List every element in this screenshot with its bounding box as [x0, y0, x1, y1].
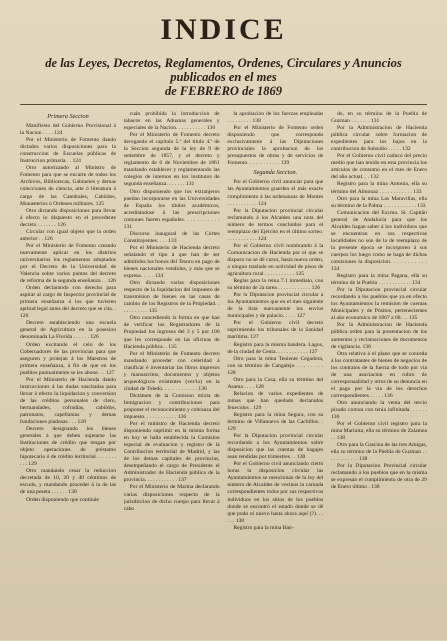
index-entry: Otro para la Casa, ella su término del Asama . . . . 128 — [227, 376, 324, 390]
index-entry: Por el Ministerio de Marina declarando varias disposiciones respecto de la jurisdiccion de dicho cuerpo para llevar á cabo — [123, 484, 220, 512]
index-entry: Orden disponiendo que continúe — [26, 496, 99, 503]
index-entry: Por el Ministerio de Fomento decreto derogando el capítulo 5.º del título 4.º de la Seccion segunda de la ley de 9 de setiembre de 1857, y el decreto y reglamento de 6 de Noviembre de 1861 mandando establecer y reglamentando las colegios de internos en los institutos de segunda enseñanza. . . . . . . 131 — [123, 132, 220, 188]
index-entry: Otro mandando cesar la reduccion decretada de 10, 20 y 40 céntimos de escudo, y mandando proceder á la de las de una peseta . . . . . . 130 — [20, 468, 116, 496]
index-entry: Por el Ministerio de Fomento dando dictados varios disposiciones para la construccion de Escuelas públicas de Instruccion primaria . . 124 — [20, 137, 116, 165]
index-entry: Por el Gobierno civil anunciando cierto horas la disposicion circular las Ayuntamientos se mencionan de la ley del número de Alcaldes de vecinos la carnada correspondientes todos por sus respectivos individuos en los sitios de los pueblos donde se encontró el estado donde se dé que pudo ni nuevo hasta ahora aquí (?). . . . . . 138 — [227, 461, 324, 524]
page-subtitle-date: de FEBRERO de 1869 — [164, 84, 283, 98]
index-entry: Por el ministro de Hacienda decreto disponiendo suprimir en la misma forma en hoy se halla establecida la Comision especial de evaluacion y registro de la Contribucion territorial de Madrid, y las de los demas capitales de provincias, desempeñando el cargo de Presidente el Administrador de Hacienda pública de la provincia. . . . . . . . . . . . 137 — [123, 421, 220, 484]
index-entry: Por el Ministerio de Hacienda decreto señalando el tipo á que han de ser admitidos los bonos del Tesoro en pago de bienes nacionales vendidos, y más que se expresa. . . . . 134 — [123, 244, 220, 280]
index-entry: Por el Gobierno civil anunciar para que las Ayuntamientos guarden el más exacto cumplimiento á las ordenanzas de Montes . . . . . . . . . . . 124 — [227, 179, 324, 207]
index-entry: Por la Administracion de Hacienda pública orden para la presentacion de los aumentos y reclamaciones de documentos de vigilancia. 136 — [330, 322, 427, 350]
section-heading: Segunda Seccion. — [253, 169, 298, 177]
index-entry: Manifiesto del Gobierno Provisional á la Nacion . . . . 124 — [20, 123, 116, 137]
index-entry: Decreto designando los bienes generales á que deben sujetarse las Instituciones de crédito que tengan por objeto operaciones de préstamo hipotecario ó de crédito territorial . . . . . . . . . . 129 — [20, 426, 116, 468]
index-entry: la aprobacion de los fuerzas empleadas . . . . . . . . . 138 — [227, 111, 324, 125]
page-title: INDICE — [160, 13, 287, 46]
index-entry: Registro para la misma bandera. Lagos, de la ciudad de Ceuta. . . . . . . . . . . . 127 — [227, 341, 324, 355]
index-entry: Por la Diputacion provincial circular recordando a los pueblos que ya en efecto los Ayuntamientos la remision de cuentas Municipales y de Pósitos, pertenecientes al año economico de 1867 a 68. . . 135 — [330, 287, 427, 322]
index-entry: Otro para la mina Teniente Cegadora, con su término de Cangalejo . . . . . . . . 128 — [227, 355, 324, 376]
page-subtitle: de las Leyes, Decretos, Reglamentos, Ordenes, Circulares y Anuncios publicados en el mes — [45, 56, 402, 84]
index-entry: Orden declarando con derecho para aspirar al cargo de Inspector provincial de primera enseñanza á los que tuvieren aptitud legal antes del decreto que se cita. . 126 — [20, 285, 116, 320]
index-entry: Otro dictando disposiciones para llevar á efecto lo dispuesto en el precedente decreto . . . . . . . 126 — [20, 207, 116, 228]
index-entry: Orden excitando el celo de los Gobernadores de las provincias para que aseguren y protejan á los Maestros de primera enseñanza, á fin de que en los pueblos puntualmente se les abone. . . 127 — [20, 341, 116, 376]
index-entry: Registro para la mina Antonia, ella su término del Almonaz . . . . . . . . . . . . 133 — [330, 181, 427, 195]
index-entry: Otro anunciando la venta del tercio pixado comun con tenia infinitada. . . . . . 136 — [330, 399, 427, 421]
index-columns — [20, 111, 427, 641]
index-entry: Por la Administracion de Hacienda pública circular sobre formacion de expedientes para los bajos en la contribucion de Subsidio . . . . . 132 — [330, 125, 427, 153]
index-column-1 — [20, 111, 116, 641]
index-entry: Reglas para la reina 7.1 inmediato, con su término de 2a tarea . . . . . . . . . . . . 126 — [227, 278, 324, 292]
index-entry: Por la Diputacion Provincial circular reclamando á los pueblos que en la misma se expresan el cumplimiento de otra de 29 de Enero último . 138 — [330, 463, 427, 491]
index-entry: Por el Ministerio de Fomento decreto mandando proceder con celeridad á clasificar é inventariar las libros impresos y manuscritos, documentos y objetos arqueológicos existentes (ver/lo) en la ciudad de Toledo. . . . . . . . . . . . . 136 — [123, 350, 220, 392]
index-entry: Por el Gobierno civil registro para la mina Marinita, ella su término de Zalamea . . 138 — [330, 421, 427, 442]
index-entry: Por la Diputacion provincial circular a los Ayuntamientos que en el mes siguiente de la lista nuevamente los envíos municipales y de palacio. . . . . 127 — [227, 292, 324, 320]
header-divider — [20, 104, 427, 105]
index-entry: Por la Diputacion provincial circular recordando a los Ayuntamientos sobre disposicion que las cuentas de bagajes sean rendidas por trimestres . . 130 — [227, 433, 324, 461]
index-entry: Por el Gobierno civil decreto suprimiendo los tribunales de la Sanidad marítima. 127 — [227, 320, 324, 341]
index-entry: Otro para la Gascina de las tres Amigas, ella su término de la Puebla de Guzman . . . . . . . . . . . . 138 — [330, 442, 427, 463]
index-entry: Por el Ministerio de Fomento orden disponiendo que correspondo exclusivamente á las Diputaciones provinciales la aprobacion de los presupuestos de obras y de servicios de Fomento. . . . . . . . . . . . 139 — [227, 125, 324, 167]
index-entry: Discurso inaugural de las Córtes Constituyentes. . . . 133 — [123, 230, 220, 244]
index-entry: Dictámen de la Comision mixta de Inmigracion y contribuciones para proponer el reconocimiento y cobranza del impuesto. . . . . . . . . . . . 136 — [123, 392, 220, 421]
index-column-2 — [124, 111, 220, 641]
index-entry: Por el Gobierno civil caducó del precio medio que han tenido en esta provincia los artículos de consumo en el mes de Enero del año actual. . . 132 — [330, 153, 427, 181]
index-entry: Otro concediendo la forma en que han de verificar los Registradores de la Propiedad los ingresos del 3 y 5 por 100 que les corresponde en las oficinas de Hacienda pública. . 135 — [123, 315, 220, 350]
index-entry: Otro dictando varias disposiciones respecto de la liquidacion del impuesto de transmision de bienes en las casas de cambio de los Registros de la Propiedad. . . . . . . . . . . 135 — [123, 280, 220, 315]
index-entry: Registro para la mina Segura, con su término de Villanueva de las Cachillos. . 129 — [227, 411, 324, 433]
index-entry: Otro disponiendo que los extranjeros puedan incorporarse en las Universidades de España los títulos académicos, acreditándose á las prescripciones comunes fueren españoles. . . . . . . . . . . 131 — [123, 188, 220, 230]
section-heading: Primera Seccion — [47, 113, 89, 120]
index-entry: cuán prohibida la introduccion de tabacos en las Aduanas generales y especiales de la Nacion. . . . . . . . . . . 130 — [123, 111, 220, 132]
index-entry: Registro para la mina Ban- — [233, 524, 294, 531]
index-entry: Otro autorizando al Ministro de Fomento para que se encarte de todos los Archivos, Bibliotecas, Gabinetes y demas colecciones de ciencia, arte ó literatura á cargo de las Catedrales, Cabildos, Monasterios ú Ordenes militares. 125 — [20, 165, 116, 207]
index-entry: Circular con igual objeto que la orden anterior . . 126 — [20, 228, 116, 242]
index-entry: Otro para la mina Las Maravillas, ella su término de la Palma . . . . . . . . . . . . 133 — [330, 195, 427, 209]
index-entry: Por el Gobierno civil nombrando á la Comunicacion de Hacienda por el que se dispuso no se dé curso, hasta nueva orden, a ningun traslado en actividad de pisos de agricultura rural . . . . . . . . . . . 125 — [227, 242, 324, 278]
index-column-4 — [331, 111, 427, 641]
index-entry: Registro para la mina Pagana, ella su término de la Puebla . . . . . . . . . . . . 134 — [330, 273, 427, 287]
index-column-3 — [227, 111, 323, 641]
index-entry: Por la Diputacion provincial circular reclamando á los Alcaldes una nota del número de termos concluidos para el reemplazo del Ejército en el último sorteo. . . . . . . . . . . . 124 — [227, 207, 324, 242]
index-entry: Por el Ministerio de Hacienda dando instrucciones á las dudas suscitadas para llevar á efecto la liquidacion y conversion de las créditos personales de clero, hermandades, cofradías, cabildos, patronatos, capellanías y demas fundaciones piadosas . . . 128 — [20, 376, 116, 426]
index-entry: Relacion de varios expedientes de minas que han quedado declarados fenecidos . 129 — [227, 390, 324, 411]
index-entry: do, en su término de la Puebla de Guzman . . . . . . . 131 — [330, 111, 427, 125]
index-entry: Comunicacion del Excmo. Sr. Capitán general de Andalucía para que los Alcaldes hagan saber á los individuos que se encuentran en sus respectivas localidades no son de la de reemplazo de la presente época se incorporen á sus cuerpos los luego como se haga de dichas comisiones la disposicion. . . . . . . . . . . 134 — [330, 209, 427, 273]
index-entry: Otra relativa á el plano que se conceda á los contratantes de bienes de negocios de los contratos de la fuerza de todo por via de una asociacion en rubro de corresponsalidad y otros de su denuncia en el pago por la via de los derechos correspondientes . . . . . 136 — [330, 350, 427, 399]
index-entry: Decreto estableciendo una escuela general de Agricultura en la posesion denominada La Florida . . . . . . 126 — [20, 320, 116, 341]
index-entry: Por el Ministerio de Fomento creando nuevamente aplicar en los distritos universitarios los reglamentos adoptados por el Decreto de la Universidad de Valencia sobre varios puntos del decreto de reforma de la segunda enseñanza . . 126 — [20, 242, 116, 285]
